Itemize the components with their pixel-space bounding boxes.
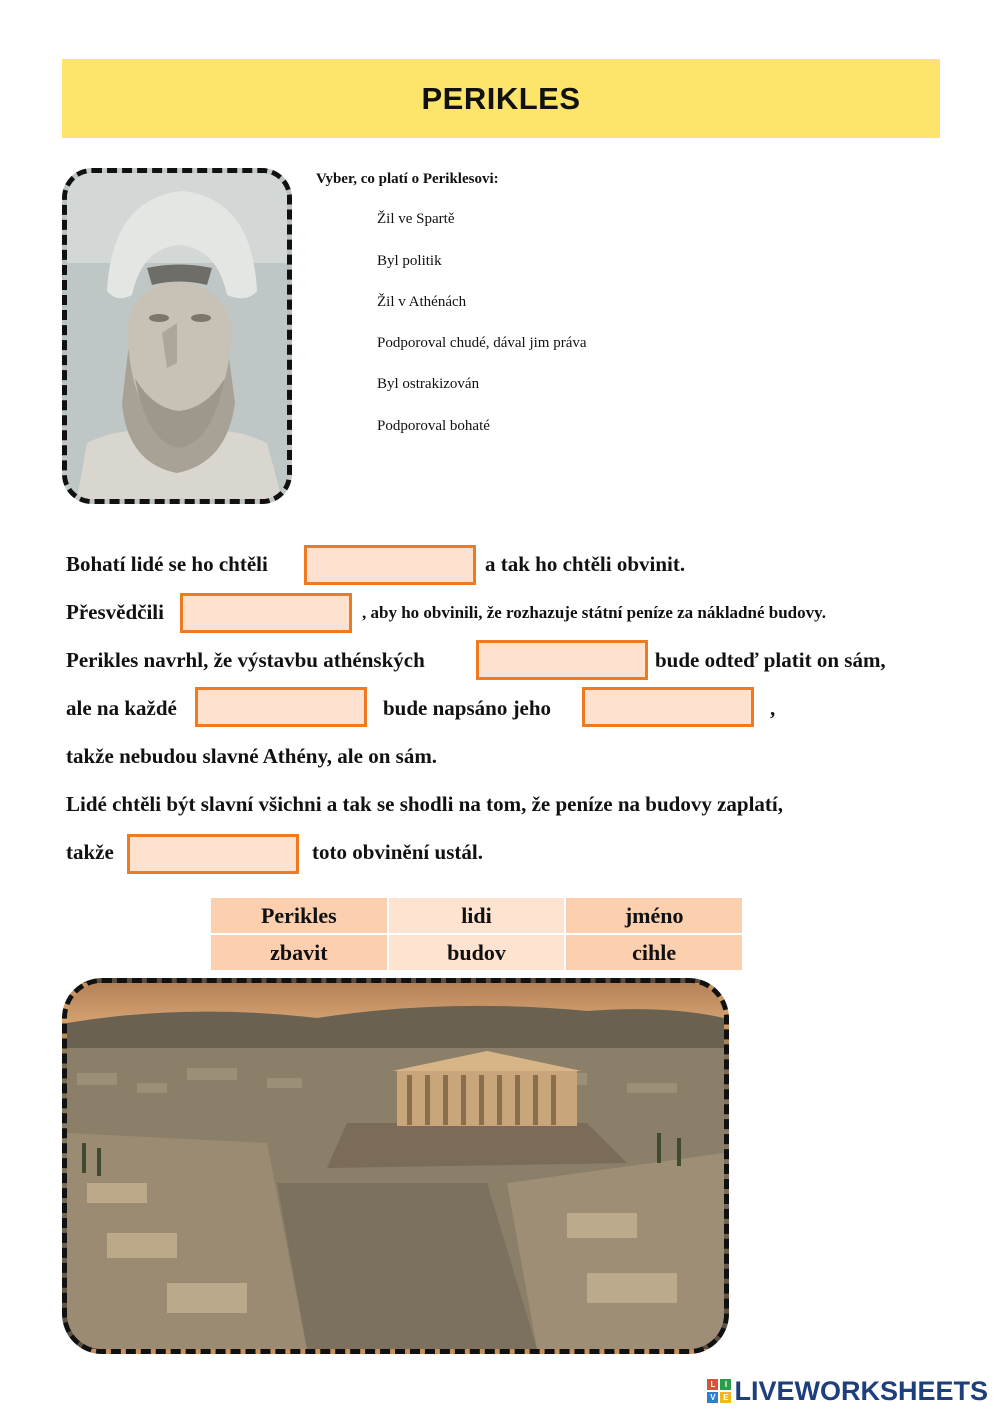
logo-mark-icon: L I V E xyxy=(707,1379,731,1403)
sentence-text: , aby ho obvinili, že rozhazuje státní peníze za nákladné budovy. xyxy=(362,603,826,622)
option-label[interactable]: Byl politik xyxy=(377,253,442,269)
word-bank-item[interactable]: lidi xyxy=(389,898,565,933)
sentence-text: Lidé chtěli být slavní všichni a tak se shodli na tom, že peníze na budovy zaplatí, xyxy=(66,792,783,816)
option-label[interactable]: Žil ve Spartě xyxy=(377,211,455,227)
option-label[interactable]: Žil v Athénách xyxy=(377,294,467,310)
sentence-text: Přesvědčili xyxy=(66,600,164,624)
word-bank-item[interactable]: cihle xyxy=(566,935,742,970)
sentence-text: bude napsáno jeho xyxy=(383,696,552,720)
sentence-text: , xyxy=(770,696,776,720)
answer-blank-4[interactable] xyxy=(195,687,367,727)
question-prompt: Vyber, co platí o Periklesovi: xyxy=(316,171,499,187)
word-bank-item[interactable]: Perikles xyxy=(211,898,387,933)
option-label[interactable]: Podporoval bohaté xyxy=(377,418,490,434)
sentence-text: toto obvinění ustál. xyxy=(312,840,483,864)
word-bank xyxy=(209,896,744,972)
sentence-text: ale na každé xyxy=(66,696,177,720)
word-bank-item[interactable]: jméno xyxy=(566,898,742,933)
sentence-text: bude odteď platit on sám, xyxy=(655,648,886,672)
sentence-text: takže nebudou slavné Athény, ale on sám. xyxy=(66,744,438,768)
sentence-text: takže xyxy=(66,840,114,864)
option-label[interactable]: Podporoval chudé, dával jim práva xyxy=(377,335,587,351)
answer-blank-5[interactable] xyxy=(582,687,754,727)
sentence-text: Perikles navrhl, že výstavbu athénských xyxy=(66,648,425,672)
word-bank-item[interactable]: zbavit xyxy=(211,935,387,970)
pericles-bust-image xyxy=(62,168,292,504)
logo-text: LIVEWORKSHEETS xyxy=(734,1375,988,1406)
answer-blank-1[interactable] xyxy=(304,545,476,585)
liveworksheets-logo xyxy=(707,1374,988,1408)
sentence-text: a tak ho chtěli obvinit. xyxy=(485,552,686,576)
answer-blank-3[interactable] xyxy=(476,640,648,680)
acropolis-image xyxy=(62,978,729,1354)
word-bank-item[interactable]: budov xyxy=(389,935,565,970)
option-label[interactable]: Byl ostrakizován xyxy=(377,376,480,392)
page-title: PERIKLES xyxy=(421,80,581,116)
answer-blank-2[interactable] xyxy=(180,593,352,633)
sentence-text: Bohatí lidé se ho chtěli xyxy=(66,552,268,576)
answer-blank-6[interactable] xyxy=(127,834,299,874)
title-banner xyxy=(62,59,940,138)
